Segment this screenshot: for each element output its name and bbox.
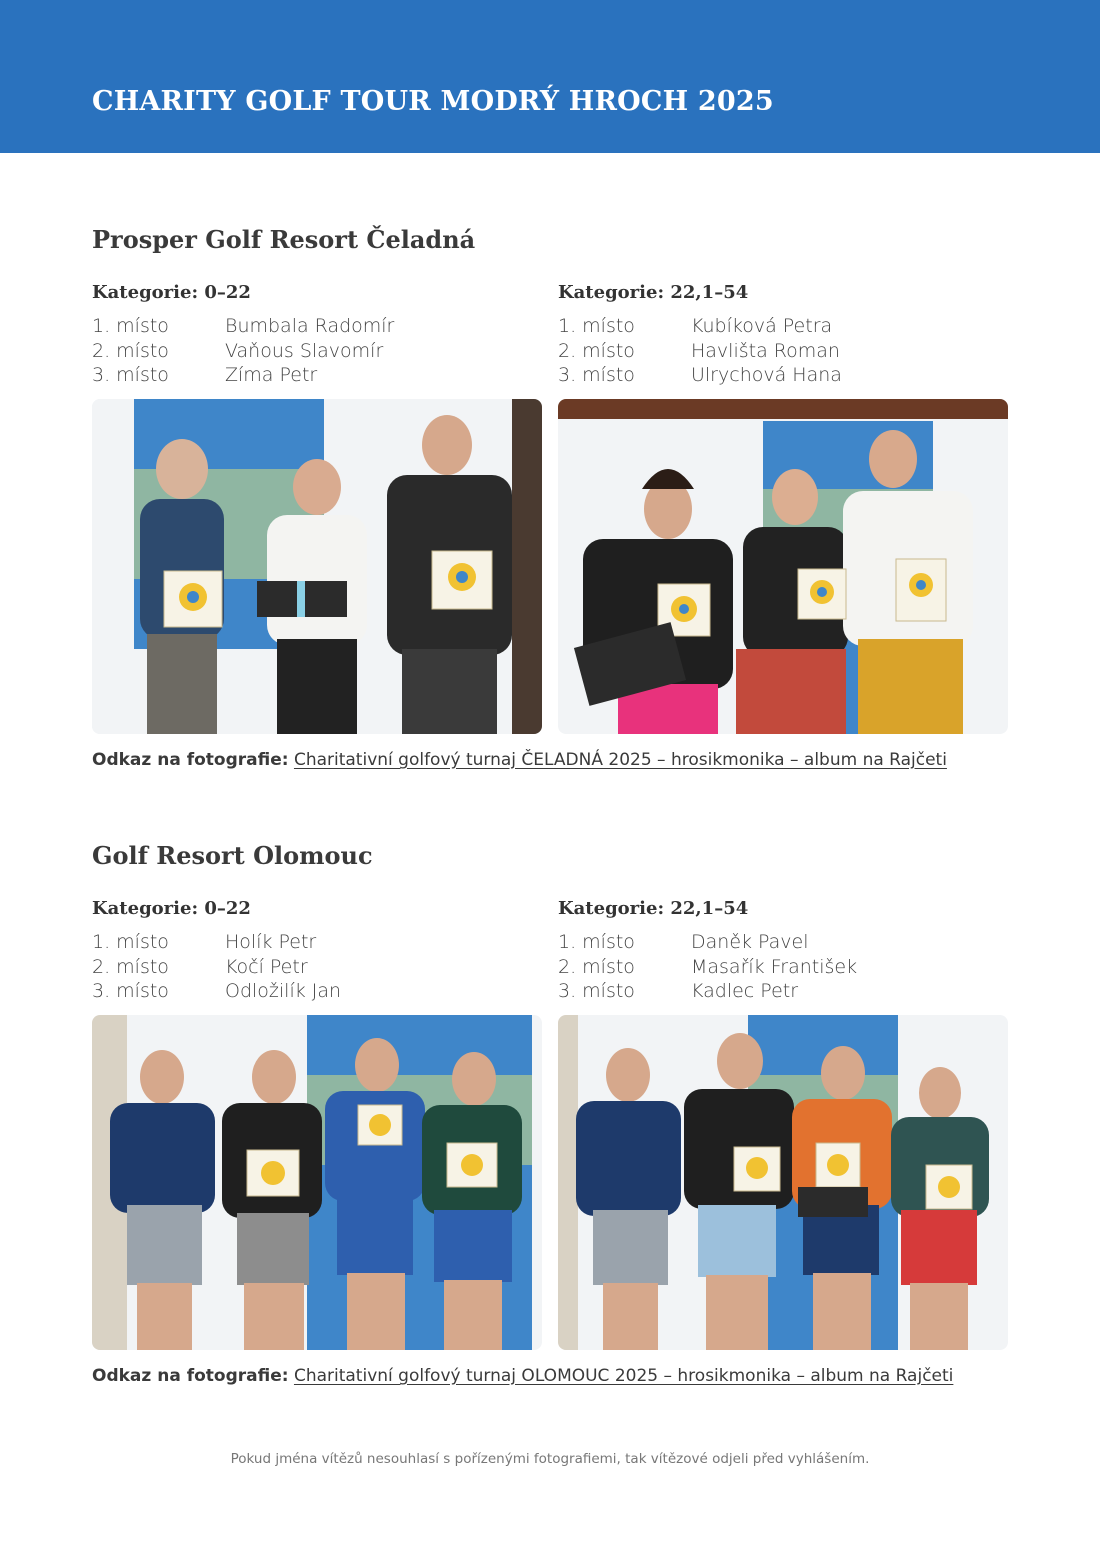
ranking-list <box>92 930 542 1004</box>
ranking-row <box>92 339 542 364</box>
rank-place: 1. místo <box>92 931 169 953</box>
ranking-row <box>558 930 1008 955</box>
ranking-row <box>92 314 542 339</box>
photo-placeholder <box>92 1015 542 1350</box>
photo-link-label: Odkaz na fotografie: <box>92 750 289 770</box>
album-link[interactable]: Charitativní golfový turnaj ČELADNÁ 2025 – hrosikmonika – album na Rajčeti <box>293 750 947 770</box>
rank-place: 2. místo <box>558 955 635 978</box>
photo-placeholder <box>92 399 542 734</box>
page-title: CHARITY GOLF TOUR MODRÝ HROCH 2025 <box>92 86 774 117</box>
winner-name: Daněk Pavel <box>691 931 809 953</box>
photo-link-label: Odkaz na fotografie: <box>92 1366 289 1386</box>
section-title: Prosper Golf Resort Čeladná <box>92 225 476 254</box>
rank-place: 1. místo <box>558 931 635 953</box>
category-22-54 <box>558 281 1008 388</box>
page-header <box>0 0 1100 153</box>
ranking-row <box>558 363 1008 388</box>
photo-link-line <box>92 1364 1008 1388</box>
winners-photo[interactable] <box>92 399 542 734</box>
rank-place: 3. místo <box>92 364 169 386</box>
winner-name: Vaňous Slavomír <box>225 339 384 362</box>
category-0-22 <box>92 897 542 1004</box>
ranking-list <box>558 314 1008 388</box>
rank-place: 3. místo <box>92 980 169 1002</box>
category-title: Kategorie: 0–22 <box>92 898 251 919</box>
photo-placeholder <box>558 1015 1008 1350</box>
section-celadna <box>92 225 1008 772</box>
categories <box>92 281 1008 391</box>
winners-photo[interactable] <box>558 1015 1008 1350</box>
winner-name: Holík Petr <box>225 931 317 953</box>
ranking-row <box>558 955 1008 980</box>
winners-photo[interactable] <box>558 399 1008 734</box>
ranking-row <box>92 955 542 980</box>
footnote: Pokud jména vítězů nesouhlasí s pořízenými fotografiemi, tak vítězové odjeli před vyhlášením. <box>230 1451 870 1467</box>
photo-link-line <box>92 748 1008 772</box>
winner-name: Zíma Petr <box>225 364 318 386</box>
photo-row <box>92 399 1008 734</box>
ranking-row <box>558 314 1008 339</box>
winner-name: Ulrychová Hana <box>691 364 842 386</box>
ranking-list <box>92 314 542 388</box>
ranking-row <box>92 363 542 388</box>
section-olomouc <box>92 841 1008 1388</box>
winners-photo[interactable] <box>92 1015 542 1350</box>
rank-place: 1. místo <box>558 315 635 337</box>
winner-name: Kočí Petr <box>225 955 308 978</box>
categories <box>92 897 1008 1007</box>
winner-name: Bumbala Radomír <box>225 315 395 337</box>
category-title: Kategorie: 0–22 <box>92 282 251 303</box>
photo-placeholder <box>558 399 1008 734</box>
category-0-22 <box>92 281 542 388</box>
rank-place: 3. místo <box>558 364 635 386</box>
category-22-54 <box>558 897 1008 1004</box>
rank-place: 3. místo <box>558 980 635 1002</box>
winner-name: Masařík František <box>691 955 858 978</box>
rank-place: 1. místo <box>92 315 169 337</box>
rank-place: 2. místo <box>558 339 635 362</box>
winner-name: Kubíková Petra <box>691 315 833 337</box>
ranking-row <box>558 339 1008 364</box>
ranking-row <box>92 930 542 955</box>
section-title: Golf Resort Olomouc <box>92 841 373 870</box>
album-link[interactable]: Charitativní golfový turnaj OLOMOUC 2025 – hrosikmonika – album na Rajčeti <box>293 1366 954 1386</box>
photo-row <box>92 1015 1008 1350</box>
ranking-row <box>92 979 542 1004</box>
ranking-list <box>558 930 1008 1004</box>
ranking-row <box>558 979 1008 1004</box>
winner-name: Odložilík Jan <box>225 980 342 1002</box>
rank-place: 2. místo <box>92 339 169 362</box>
winner-name: Havlišta Roman <box>691 339 840 362</box>
rank-place: 2. místo <box>92 955 169 978</box>
winner-name: Kadlec Petr <box>691 980 799 1002</box>
category-title: Kategorie: 22,1–54 <box>558 898 749 919</box>
category-title: Kategorie: 22,1–54 <box>558 282 749 303</box>
